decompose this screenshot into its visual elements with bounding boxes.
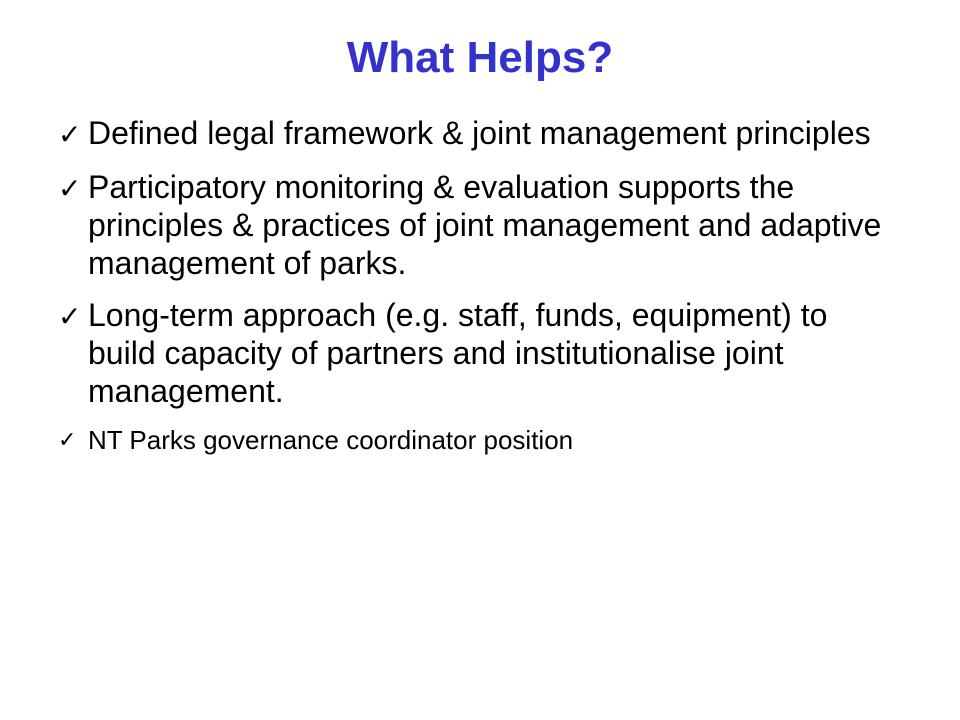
list-item (58, 168, 898, 282)
bullet-text: NT Parks governance coordinator position (88, 425, 574, 455)
list-item (58, 296, 898, 410)
slide-title: What Helps? (346, 33, 614, 82)
check-icon: ✓ (58, 172, 82, 205)
bullet-text: Long-term approach (e.g. staff, funds, equipment) to build capacity of partners and institutionalise joint management. (88, 297, 828, 409)
list-item (58, 114, 898, 154)
bullet-list (58, 114, 898, 457)
bullet-text: Defined legal framework & joint management principles (88, 115, 871, 151)
bullet-text: Participatory monitoring & evaluation supports the principles & practices of joint management and adaptive management of parks. (88, 169, 882, 281)
list-item (58, 424, 898, 457)
check-icon: ✓ (58, 428, 77, 453)
check-icon: ✓ (58, 118, 82, 151)
check-icon: ✓ (58, 300, 82, 333)
